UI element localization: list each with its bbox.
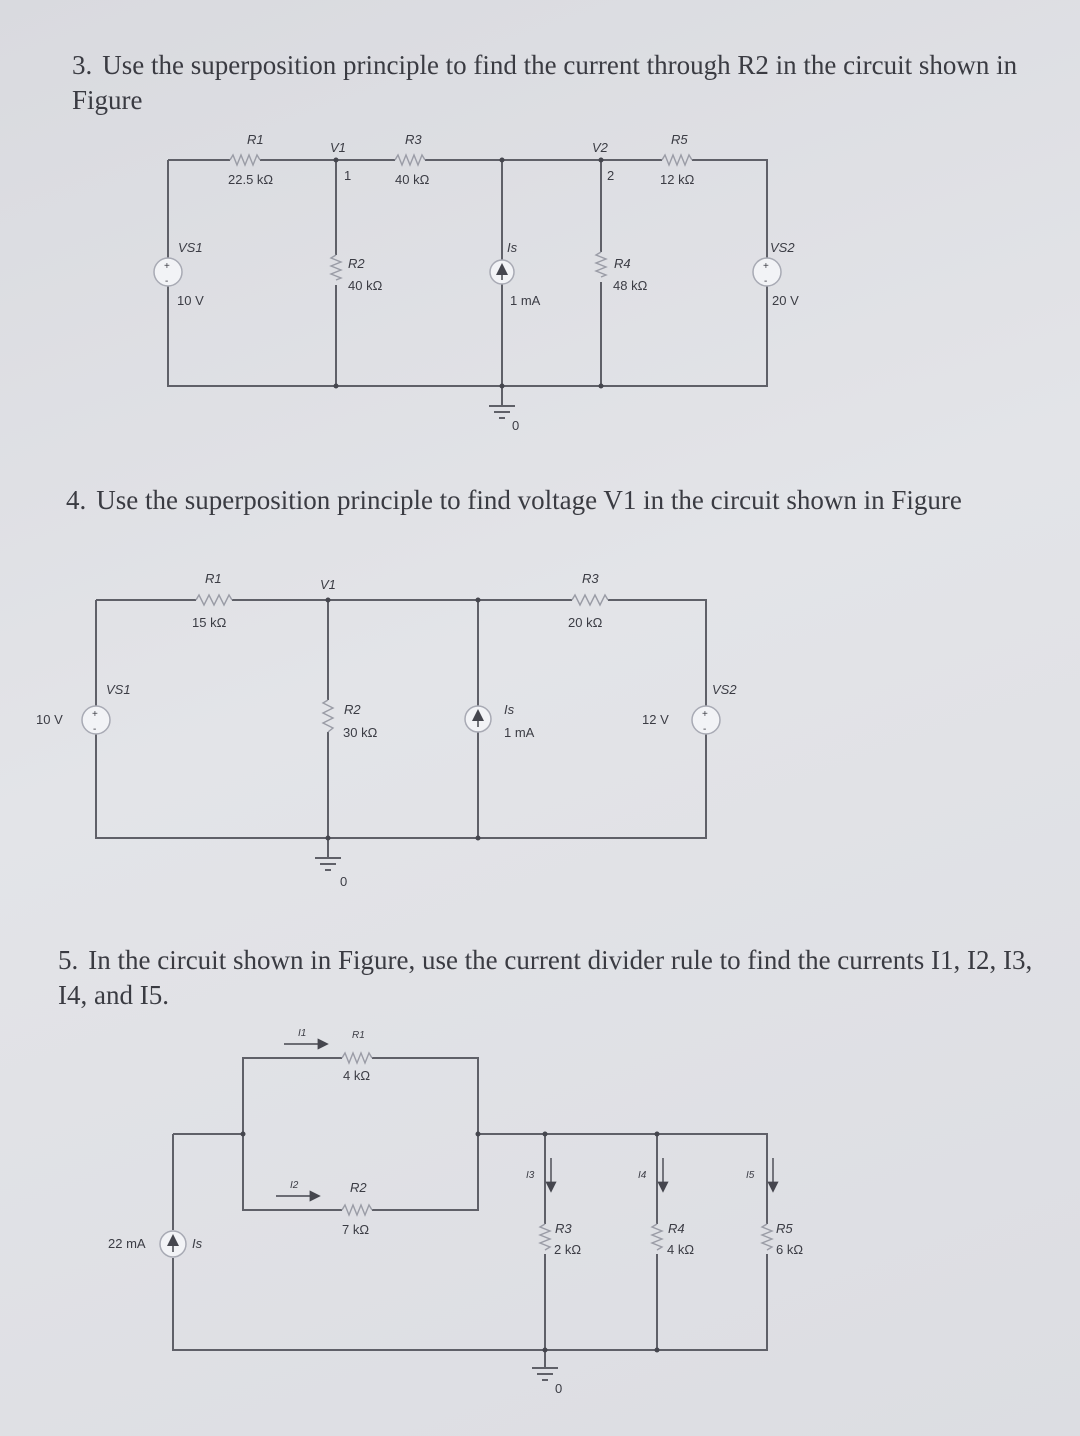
circuit-1-vs1-plus: +: [164, 261, 170, 272]
circuit-2-vs2-plus: +: [702, 709, 708, 720]
circuit-3-r4-value: 4 kΩ: [667, 1242, 695, 1257]
question-4-text: Use the superposition principle to find voltage V1 in the circuit shown in Figure: [96, 485, 962, 515]
circuit-3-r3-value: 2 kΩ: [554, 1242, 582, 1257]
circuit-1-v1-label: V1: [330, 140, 346, 155]
circuit-1-is-value: 1 mA: [510, 293, 541, 308]
circuit-1-v2-node: 2: [607, 168, 615, 183]
circuit-1-ground-icon: [489, 406, 515, 418]
circuit-3-r3-zigzag: [540, 1224, 550, 1250]
circuit-1-r3-name: R3: [405, 132, 422, 147]
circuit-1-r4-name: R4: [614, 256, 631, 271]
circuit-3-ground-icon: [532, 1368, 558, 1380]
circuit-1-r1-name: R1: [247, 132, 264, 147]
circuit-1-r1-zigzag: [230, 155, 260, 165]
circuit-2-r2-name: R2: [344, 702, 361, 717]
circuit-3-r5-value: 6 kΩ: [776, 1242, 804, 1257]
circuit-1-node-v2: [599, 158, 604, 163]
circuit-1-ground-label: 0: [512, 418, 520, 433]
circuit-1-r4-zigzag: [596, 252, 606, 277]
circuit-2-r1-name: R1: [205, 571, 222, 586]
circuit-2-is-name: Is: [504, 702, 515, 717]
circuit-1-vs1-name: VS1: [178, 240, 203, 255]
circuit-1-node-v1: [334, 158, 339, 163]
circuit-1: [154, 132, 799, 433]
circuit-1-r2-value: 40 kΩ: [348, 278, 383, 293]
circuit-3-r4-name: R4: [668, 1221, 685, 1236]
circuit-3-r5-name: R5: [776, 1221, 793, 1236]
question-3-text: Use the superposition principle to find the current through R2 in the circuit shown in Figure: [72, 50, 1018, 115]
circuit-2-r2-value: 30 kΩ: [343, 725, 378, 740]
circuit-3-i1-label: I1: [298, 1028, 307, 1039]
circuit-1-v1-node: 1: [344, 168, 352, 183]
circuit-2-v1-label: V1: [320, 577, 336, 592]
circuit-3-is-value: 22 mA: [108, 1236, 146, 1251]
circuit-3-r1-value: 4 kΩ: [343, 1068, 371, 1083]
circuit-1-v2-label: V2: [592, 140, 608, 155]
circuit-3-r2-value: 7 kΩ: [342, 1222, 370, 1237]
circuit-2-is-value: 1 mA: [504, 725, 535, 740]
circuit-3-r1-zigzag: [342, 1053, 372, 1063]
circuit-2-wire-top: [96, 600, 706, 706]
circuit-2-vs2-minus: -: [703, 724, 707, 735]
circuit-2-r3-name: R3: [582, 571, 599, 586]
circuit-2-ground-icon: [315, 858, 341, 870]
circuit-3-i4-label: I4: [638, 1170, 647, 1181]
circuit-2-node-ground: [326, 836, 331, 841]
circuit-2-ground-label: 0: [340, 874, 348, 889]
circuit-2-node-top-mid: [476, 598, 481, 603]
circuit-2-vs1-minus: -: [93, 724, 97, 735]
circuit-1-node-bottom-left: [334, 384, 339, 389]
circuit-3-node-left: [241, 1132, 246, 1137]
circuit-3-i5-label: I5: [746, 1170, 755, 1181]
circuit-1-r2-name: R2: [348, 256, 365, 271]
circuit-2-r1-zigzag: [196, 595, 232, 605]
circuit-2-node-bottom-mid: [476, 836, 481, 841]
question-5-number: 5.: [58, 945, 79, 975]
question-5-text: In the circuit shown in Figure, use the current divider rule to find the currents I1, I2, I3, I4, and I5.: [58, 945, 1033, 1010]
circuit-3-i2-label: I2: [290, 1180, 299, 1191]
circuit-2-r3-zigzag: [572, 595, 608, 605]
circuit-3-r1-name: R1: [352, 1030, 365, 1041]
circuit-3: [108, 1028, 803, 1396]
circuit-2-r1-value: 15 kΩ: [192, 615, 227, 630]
circuit-3-i3-label: I3: [526, 1170, 535, 1181]
circuit-2: [36, 571, 737, 889]
circuit-1-r1-value: 22.5 kΩ: [228, 172, 274, 187]
circuit-1-r5-name: R5: [671, 132, 688, 147]
circuit-3-r2-zigzag: [342, 1205, 372, 1215]
circuit-2-vs1-plus: +: [92, 709, 98, 720]
circuit-1-vs1-minus: -: [165, 276, 169, 287]
circuit-1-vs2-name: VS2: [770, 240, 795, 255]
circuit-3-r2-name: R2: [350, 1180, 367, 1195]
circuit-3-node-ground: [543, 1348, 548, 1353]
circuit-2-r3-value: 20 kΩ: [568, 615, 603, 630]
circuit-3-r4-zigzag: [652, 1224, 662, 1250]
circuit-2-node-v1: [326, 598, 331, 603]
circuit-3-node-r4-bottom: [655, 1348, 660, 1353]
circuit-3-wire-r2-loop: [243, 1134, 478, 1210]
circuit-1-r5-zigzag: [662, 155, 692, 165]
question-4-number: 4.: [66, 485, 87, 515]
question-3-number: 3.: [72, 50, 93, 80]
circuit-3-node-right: [476, 1132, 481, 1137]
circuit-1-vs2-minus: -: [764, 276, 768, 287]
circuit-1-r4-value: 48 kΩ: [613, 278, 648, 293]
circuit-1-r2-zigzag: [331, 255, 341, 280]
circuit-3-wire-right-top: [478, 1134, 767, 1224]
circuit-3-node-r3-top: [543, 1132, 548, 1137]
circuit-2-vs2-value: 12 V: [642, 712, 669, 727]
circuit-3-r3-name: R3: [555, 1221, 572, 1236]
circuit-1-vs2-value: 20 V: [772, 293, 799, 308]
circuit-1-r5-value: 12 kΩ: [660, 172, 695, 187]
circuit-3-node-r4-top: [655, 1132, 660, 1137]
circuit-1-node-bottom-right: [599, 384, 604, 389]
circuit-2-vs1-value: 10 V: [36, 712, 63, 727]
circuit-1-r3-zigzag: [395, 155, 425, 165]
circuit-2-vs2-name: VS2: [712, 682, 737, 697]
circuit-2-r2-zigzag: [323, 700, 333, 732]
circuit-1-vs1-value: 10 V: [177, 293, 204, 308]
circuit-2-wire-left-bottom: [96, 600, 706, 838]
circuit-1-is-name: Is: [507, 240, 518, 255]
circuit-3-is-name: Is: [192, 1236, 203, 1251]
circuit-2-vs1-name: VS1: [106, 682, 131, 697]
circuit-1-node-ground: [500, 384, 505, 389]
circuit-1-vs2-plus: +: [763, 261, 769, 272]
circuit-1-wire-left: [168, 160, 767, 386]
circuit-1-node-top-mid: [500, 158, 505, 163]
circuit-3-ground-label: 0: [555, 1381, 563, 1396]
circuit-3-r5-zigzag: [762, 1224, 772, 1250]
circuit-1-r3-value: 40 kΩ: [395, 172, 430, 187]
